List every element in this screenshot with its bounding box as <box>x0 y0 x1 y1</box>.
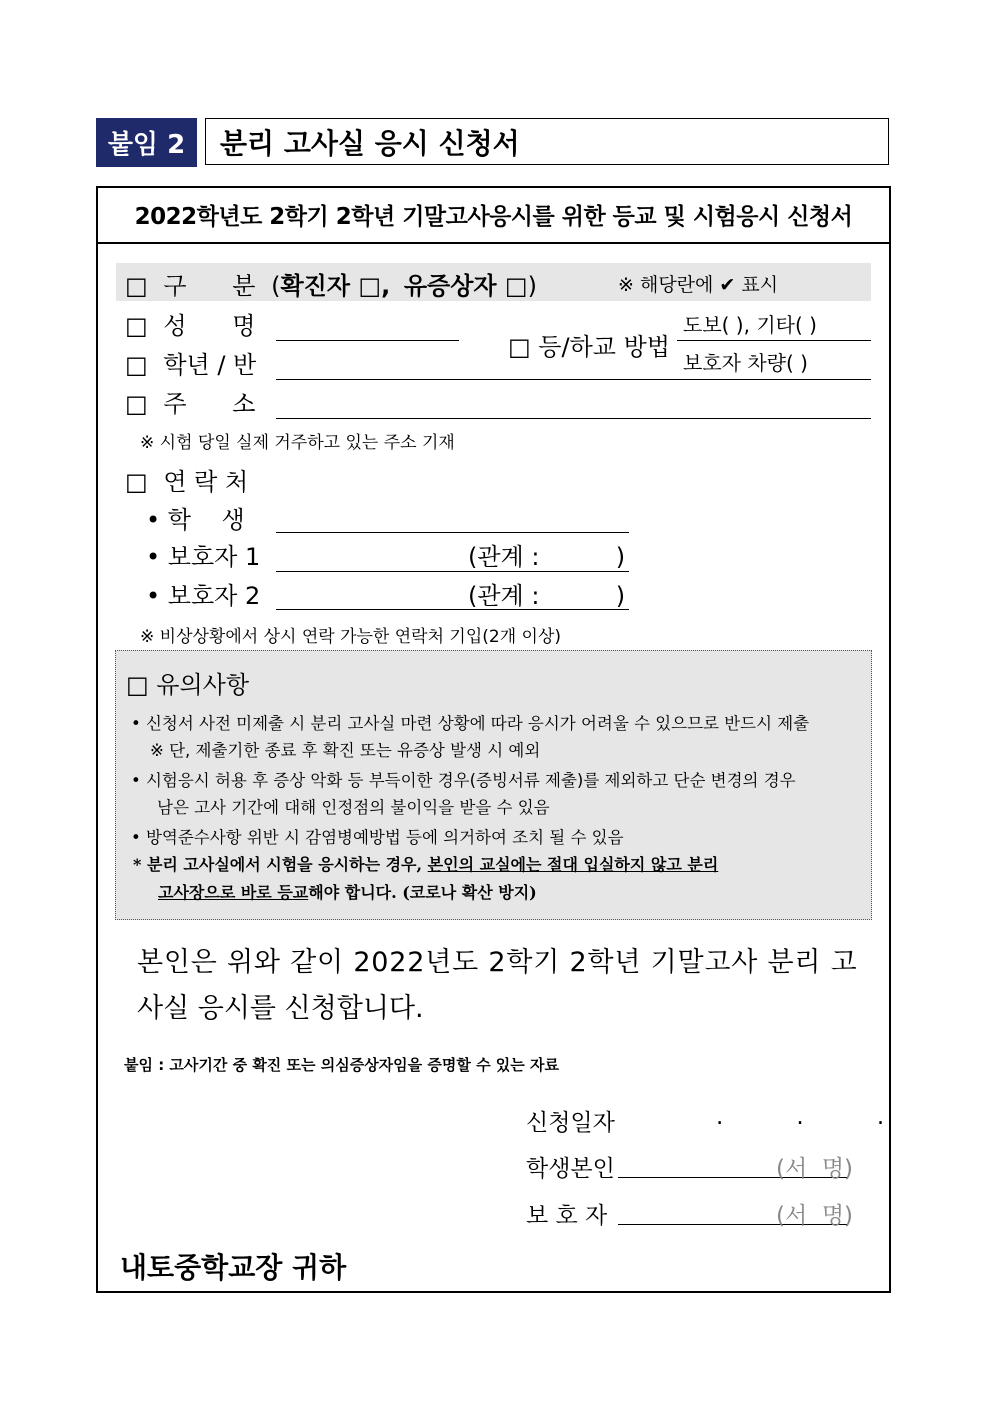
document-title: 분리 고사실 응시 신청서 <box>205 118 889 165</box>
date-label: 신청일자 <box>526 1110 615 1136</box>
address-checkbox[interactable]: □ <box>125 390 148 418</box>
grade-field[interactable] <box>276 379 871 380</box>
note-item-4-c: 고사장으로 바로 등교 <box>158 883 309 902</box>
symptomatic-option[interactable]: 유증상자 □ <box>403 272 528 300</box>
contact-note: ※ 비상상황에서 상시 연락 가능한 연락처 기입(2개 이상) <box>140 627 562 647</box>
note-item-4-a: * 분리 고사실에서 시험을 응시하는 경우, <box>133 855 423 874</box>
category-hint: ※ 해당란에 ✔ 표시 <box>618 274 779 296</box>
address-label: 주 소 <box>163 390 256 418</box>
category-checkbox[interactable]: □ <box>125 272 148 300</box>
form-subtitle: 2022학년도 2학기 2학년 기말고사응시를 위한 등교 및 시험응시 신청서 <box>96 186 891 244</box>
commute-divider <box>677 340 871 341</box>
note-item-1: • 신청서 사전 미제출 시 분리 고사실 마련 상황에 따라 응시가 어려울 수 있으므로 반드시 제출 <box>131 714 810 733</box>
address-row <box>125 384 255 419</box>
contact-row <box>125 462 248 497</box>
guardian1-contact-field[interactable] <box>276 571 629 572</box>
note-item-4-b: 본인의 교실에는 절대 입실하지 않고 분리 <box>427 855 719 874</box>
note-item-1-exception: ※ 단, 제출기한 종료 후 확진 또는 유증상 발생 시 예외 <box>150 741 541 760</box>
guardian2-contact-field[interactable] <box>276 609 629 610</box>
attachment-badge: 붙임 2 <box>96 118 197 167</box>
address-note: ※ 시험 당일 실제 거주하고 있는 주소 기재 <box>140 433 455 453</box>
name-checkbox[interactable]: □ <box>125 312 148 340</box>
student-sign-mark: (서 명) <box>776 1156 854 1182</box>
commute-label: □ 등/하교 방법 <box>508 333 670 361</box>
grade-checkbox[interactable]: □ <box>125 351 148 379</box>
note-item-4 <box>133 852 718 875</box>
name-label: 성 명 <box>163 312 256 340</box>
confirmed-option[interactable]: 확진자 □, <box>280 272 391 300</box>
date-field[interactable]: . . . <box>716 1104 885 1130</box>
name-row <box>125 306 255 341</box>
commute-option-walk-other[interactable]: 도보( ), 기타( ) <box>683 313 817 337</box>
note-item-3: • 방역준수사항 위반 시 감염병예방법 등에 의거하여 조치 될 수 있음 <box>131 828 624 847</box>
attachment-note: 붙임 : 고사기간 중 확진 또는 의심증상자임을 증명할 수 있는 자료 <box>124 1056 559 1074</box>
guardian2-contact-label: • 보호자 2 <box>146 582 261 610</box>
note-item-2: • 시험응시 허용 후 증상 악화 등 부득이한 경우(증빙서류 제출)를 제외하고 단순 변경의 경우 <box>131 771 796 790</box>
category-row <box>125 266 537 301</box>
guardian2-relation[interactable]: (관계 : ) <box>468 582 626 610</box>
student-sign-label: 학생본인 <box>526 1156 615 1182</box>
address-field[interactable] <box>276 418 871 419</box>
contact-checkbox[interactable]: □ <box>125 468 148 496</box>
note-item-2-cont: 남은 고사 기간에 대해 인정점의 불이익을 받을 수 있음 <box>157 798 550 817</box>
guardian-sign-label: 보 호 자 <box>526 1203 608 1229</box>
declaration-line-2: 사실 응시를 신청합니다. <box>137 993 424 1024</box>
grade-row <box>125 345 256 380</box>
guardian1-relation[interactable]: (관계 : ) <box>468 543 626 571</box>
note-item-4-cont <box>158 880 537 903</box>
category-open-paren: ( <box>271 272 281 300</box>
guardian1-contact-label: • 보호자 1 <box>146 543 261 571</box>
grade-label: 학년 / 반 <box>163 351 257 379</box>
declaration-line-1: 본인은 위와 같이 2022년도 2학기 2학년 기말고사 분리 고 <box>137 947 858 978</box>
note-item-4-d: 해야 합니다. (코로나 확산 방지) <box>308 883 537 902</box>
category-close-paren: ) <box>527 272 537 300</box>
student-contact-label: • 학 생 <box>146 506 245 534</box>
guardian-sign-mark: (서 명) <box>776 1203 854 1229</box>
category-label: 구 분 <box>163 272 256 300</box>
contact-label: 연 락 처 <box>163 468 249 496</box>
name-field[interactable] <box>276 340 459 341</box>
notes-title: □ 유의사항 <box>126 671 250 699</box>
student-contact-field[interactable] <box>276 532 629 533</box>
addressee: 내토중학교장 귀하 <box>120 1251 347 1284</box>
commute-option-guardian-car[interactable]: 보호자 차량( ) <box>683 351 808 375</box>
